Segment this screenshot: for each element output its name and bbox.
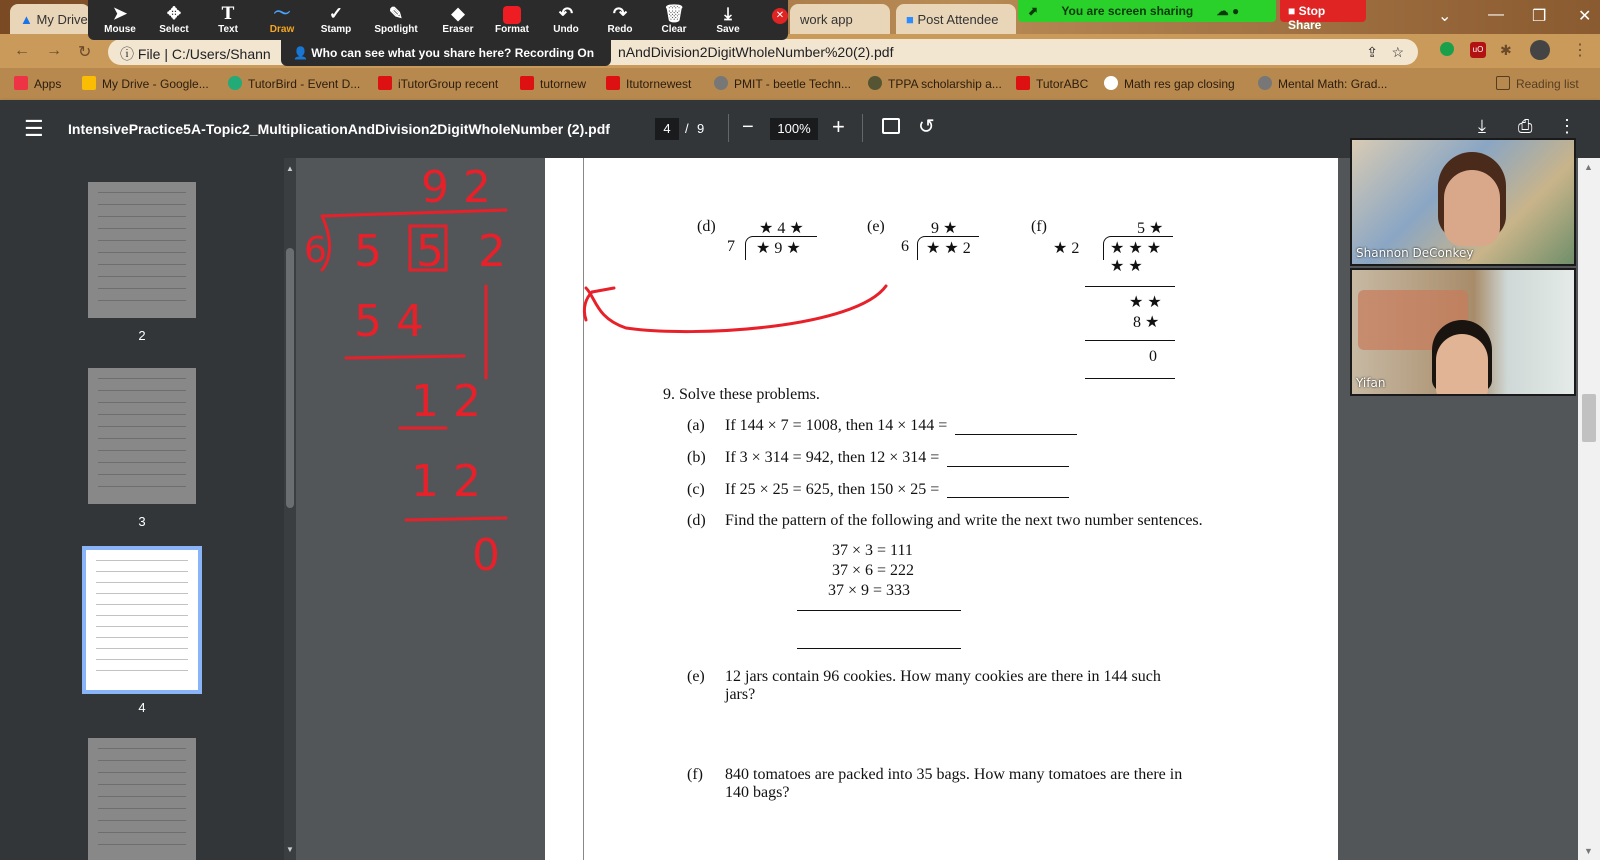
page-number-input[interactable]: 4 xyxy=(655,118,679,140)
tab-search-icon[interactable]: ⌄ xyxy=(1438,8,1452,25)
sharing-status: You are screen sharing xyxy=(1061,4,1194,18)
share-visibility-notice[interactable] xyxy=(281,40,611,66)
quotient: ★ 4 ★ xyxy=(759,220,804,237)
print-icon[interactable]: ⎙ xyxy=(1518,116,1533,136)
pattern-line: 37 × 3 = 111 xyxy=(832,542,913,559)
pdf-title: IntensivePractice5A-Topic2_MultiplicationAndDivision2DigitWholeNumber (2).pdf xyxy=(68,121,610,137)
participant-video xyxy=(1436,334,1488,396)
page-thumbnail[interactable] xyxy=(88,182,196,318)
annotation-remainder: 0 xyxy=(472,530,500,581)
tutorbird-icon xyxy=(228,76,242,90)
cursor-icon: ➤ xyxy=(112,4,128,23)
divisor: ★ 2 xyxy=(1053,240,1080,257)
person-icon: 👤 xyxy=(293,46,308,60)
close-toolbar-icon[interactable]: ✕ xyxy=(772,8,788,24)
annotation-step: 5 4 xyxy=(354,296,424,347)
bookmark-tutorabc[interactable] xyxy=(1016,76,1088,91)
work-step: ★ ★ xyxy=(1110,258,1143,275)
bookmark-apps[interactable] xyxy=(14,76,61,91)
back-icon[interactable]: ← xyxy=(14,42,30,59)
bookmark-label: Apps xyxy=(34,77,62,91)
select-tool-button[interactable]: ✥ Select xyxy=(148,4,200,35)
problem-label: (e) xyxy=(687,668,705,685)
wand-icon: ✎ xyxy=(388,4,404,23)
video-tile-shannon[interactable] xyxy=(1350,138,1576,266)
pattern-line: 37 × 6 = 222 xyxy=(832,562,915,579)
url-path-start: C:/Users/Shann xyxy=(171,46,271,62)
problem-label: (d) xyxy=(687,512,706,529)
answer-blank xyxy=(797,610,961,611)
bookmark-label: iTutorGroup recent xyxy=(398,77,499,91)
draw-tool-button[interactable]: 〜 Draw xyxy=(256,4,308,35)
globe-icon xyxy=(1258,76,1272,90)
annotation-overlay xyxy=(296,158,916,598)
subtraction-line xyxy=(346,356,464,358)
format-color-icon xyxy=(486,4,538,24)
bookmarks-bar xyxy=(0,68,1600,100)
info-icon[interactable]: ⓘ xyxy=(120,46,134,62)
eraser-tool-button[interactable]: ◆ Eraser xyxy=(432,4,484,35)
itutor-icon xyxy=(1016,76,1030,90)
bookmark-label: Math res gap closing xyxy=(1124,77,1235,91)
problem-label: (f) xyxy=(687,766,703,783)
eraser-icon: ◆ xyxy=(451,4,465,23)
url-input[interactable]: ⓘ File | C:/Users/Shann nAndDivision2DigitWholeNumber%20(2).pdf ⇪ ☆ xyxy=(108,39,1418,65)
problem-label: (b) xyxy=(687,449,706,466)
tab-work-app[interactable] xyxy=(790,4,890,34)
download-icon: ⤓ xyxy=(724,4,732,23)
problem-text: jars? xyxy=(725,686,756,703)
tab-label: My Drive xyxy=(36,12,88,27)
problem-text: 140 bags? xyxy=(725,784,790,801)
participant-name: Shannon DeConkey xyxy=(1356,246,1474,260)
text-tool-button[interactable]: T Text xyxy=(202,4,254,35)
stop-square-icon: ■ xyxy=(1288,4,1296,18)
annotation-quotient: 9 2 xyxy=(421,162,491,213)
bookmark-label: tutornew xyxy=(540,77,587,91)
squiggle-icon: 〜 xyxy=(273,4,291,23)
bookmark-label: Reading list xyxy=(1516,77,1579,91)
problem-text: 840 tomatoes are packed into 35 bags. How many tomatoes are there in xyxy=(725,766,1183,783)
thumbnail-label: 2 xyxy=(138,328,146,343)
scroll-up-icon[interactable]: ▲ xyxy=(286,164,294,173)
reload-icon[interactable]: ↻ xyxy=(78,44,92,61)
url-scheme: File xyxy=(137,46,161,62)
minimize-icon[interactable]: — xyxy=(1488,6,1504,23)
divider xyxy=(862,114,863,142)
zoom-level-input[interactable]: 100% xyxy=(770,118,818,140)
quotient: 5 ★ xyxy=(1137,220,1164,237)
tab-my-drive[interactable] xyxy=(10,4,90,34)
rotate-icon[interactable]: ↺ xyxy=(918,116,935,138)
redo-button[interactable]: ↷ Redo xyxy=(594,4,646,35)
participant-video xyxy=(1444,170,1500,246)
work-step: 0 xyxy=(1149,348,1157,365)
page-thumbnail-selected[interactable] xyxy=(82,546,202,694)
undo-button[interactable]: ↶ Undo xyxy=(540,4,592,35)
url-path-end: nAndDivision2DigitWholeNumber%20(2).pdf xyxy=(618,44,894,60)
problem-label: (a) xyxy=(687,417,705,434)
cloud-icon: ☁ xyxy=(1216,4,1229,18)
drive-icon: ▲ xyxy=(20,12,33,27)
bookmark-tutorbird[interactable] xyxy=(228,76,360,91)
scroll-thumb[interactable] xyxy=(286,248,294,508)
screen-sharing-banner[interactable] xyxy=(1018,0,1276,22)
answer-blank xyxy=(947,466,1069,467)
bookmark-my-drive[interactable] xyxy=(82,76,209,91)
restore-icon[interactable]: ❐ xyxy=(1532,8,1547,25)
divisor: 7 xyxy=(727,238,735,255)
thumbnail-label: 4 xyxy=(138,700,146,715)
globe-icon xyxy=(1104,76,1118,90)
problem-text: If 3 × 314 = 942, then 12 × 314 = xyxy=(725,449,940,466)
dividend: ★ ★ ★ xyxy=(1110,240,1162,257)
forward-icon[interactable]: → xyxy=(46,42,62,59)
stamp-tool-button[interactable]: ✓ Stamp xyxy=(310,4,362,35)
menu-icon[interactable]: ☰ xyxy=(24,116,44,141)
zoom-out-icon[interactable]: − xyxy=(742,116,754,138)
participant-name: Yifan xyxy=(1356,376,1386,390)
problem-text: 12 jars contain 96 cookies. How many cookies are there in 144 such xyxy=(725,668,1161,685)
extensions-puzzle-icon[interactable]: ✱ xyxy=(1500,42,1512,58)
trash-icon: 🗑 xyxy=(663,4,685,23)
scroll-down-icon[interactable]: ▼ xyxy=(1584,846,1593,856)
annotation-step: 1 2 xyxy=(411,456,481,507)
bookmark-label: My Drive - Google... xyxy=(102,77,209,91)
close-icon[interactable]: ✕ xyxy=(1578,8,1592,25)
reading-list-icon xyxy=(1496,76,1510,90)
itutor-icon xyxy=(520,76,534,90)
problem-text: Find the pattern of the following and write the next two number sentences. xyxy=(725,512,1203,529)
checkmark-icon: ✓ xyxy=(328,4,344,23)
arrow-curve xyxy=(586,286,886,332)
sidebar-scrollbar[interactable] xyxy=(284,158,296,860)
annotation-divisor: 6 xyxy=(304,230,327,271)
spotlight-tool-button[interactable]: ✎ Spotlight xyxy=(370,4,422,35)
itutor-icon xyxy=(378,76,392,90)
more-options-icon[interactable]: ⋮ xyxy=(1558,116,1576,136)
zoom-icon: ■ xyxy=(906,12,914,27)
answer-blank xyxy=(955,434,1077,435)
problem-label: (c) xyxy=(687,481,705,498)
share-notice-text: Who can see what you share here? Recording On xyxy=(311,46,595,60)
dividend: ★ 9 ★ xyxy=(756,240,801,257)
annotation-toolbar xyxy=(88,0,788,40)
subtraction-line xyxy=(406,518,506,520)
annotation-dividend: 5 5 2 xyxy=(354,226,516,277)
text-t-icon: T xyxy=(221,4,235,24)
bookmark-label: Mental Math: Grad... xyxy=(1278,77,1388,91)
clear-button[interactable]: 🗑 Clear xyxy=(648,4,700,35)
divisor: 6 xyxy=(901,238,909,255)
bookmark-itutorgroup[interactable] xyxy=(378,76,498,91)
work-step: 8 ★ xyxy=(1133,314,1160,331)
bookmark-math-res[interactable] xyxy=(1104,76,1235,91)
itutor-icon xyxy=(606,76,620,90)
arrow-head xyxy=(592,288,614,292)
bookmark-pmit[interactable] xyxy=(714,76,851,91)
shield-icon: ● xyxy=(1231,4,1240,18)
profile-avatar[interactable] xyxy=(1530,40,1550,60)
download-icon[interactable]: ⤓ xyxy=(1478,116,1486,136)
thumbnail-label: 3 xyxy=(138,514,146,529)
bookmark-label: TPPA scholarship a... xyxy=(888,77,1002,91)
page-thumbnail[interactable] xyxy=(88,368,196,504)
move-icon: ✥ xyxy=(166,4,182,23)
undo-icon: ↶ xyxy=(558,4,574,23)
globe-icon xyxy=(714,76,728,90)
zoom-in-icon[interactable]: + xyxy=(832,114,845,139)
fit-page-icon[interactable] xyxy=(882,118,900,134)
scroll-thumb[interactable] xyxy=(1582,394,1596,442)
work-line xyxy=(1085,340,1175,341)
problem-label: (d) xyxy=(697,218,716,235)
main-scrollbar[interactable] xyxy=(1578,158,1600,860)
total-pages: 9 xyxy=(697,121,705,136)
reading-list[interactable] xyxy=(1496,76,1579,91)
page-separator: / xyxy=(685,121,689,136)
work-line xyxy=(1085,378,1175,379)
bookmark-tppa[interactable] xyxy=(868,76,1002,91)
scroll-down-icon[interactable]: ▼ xyxy=(286,845,294,854)
thumbnail-sidebar[interactable] xyxy=(0,158,296,860)
problem-text: If 144 × 7 = 1008, then 14 × 144 = xyxy=(725,417,948,434)
save-button[interactable]: ⤓ Save xyxy=(702,4,754,35)
chrome-menu-icon[interactable]: ⋮ xyxy=(1572,42,1588,59)
tab-label: work app xyxy=(800,12,853,27)
pin-icon: ⬈ xyxy=(1028,4,1039,18)
quotient: 9 ★ xyxy=(931,220,958,237)
bookmark-itutornewest[interactable] xyxy=(606,76,691,91)
pattern-line: 37 × 9 = 333 xyxy=(828,582,911,599)
problem-text: If 25 × 25 = 625, then 150 × 25 = xyxy=(725,481,940,498)
problem-label: (e) xyxy=(867,218,885,235)
redo-icon: ↷ xyxy=(612,4,628,23)
scroll-up-icon[interactable]: ▲ xyxy=(1584,162,1593,172)
tab-post-attendee[interactable] xyxy=(896,4,1016,34)
format-tool-button[interactable]: Format xyxy=(486,4,538,35)
bookmark-tutornew[interactable] xyxy=(520,76,586,91)
question-title: 9. Solve these problems. xyxy=(663,386,820,403)
answer-blank xyxy=(947,497,1069,498)
tab-label: Post Attendee xyxy=(917,12,999,27)
bookmark-label: TutorBird - Event D... xyxy=(248,77,361,91)
problem-label: (f) xyxy=(1031,218,1047,235)
divider xyxy=(728,114,729,142)
extension-icon[interactable] xyxy=(1440,42,1454,56)
stop-share-button[interactable]: ■ Stop Share xyxy=(1280,0,1366,22)
mouse-tool-button[interactable]: ➤ Mouse xyxy=(94,4,146,35)
work-line xyxy=(1085,286,1175,287)
bookmark-star-icon[interactable]: ☆ xyxy=(1391,44,1404,60)
division-bracket xyxy=(917,236,979,260)
video-tile-yifan[interactable] xyxy=(1350,268,1576,396)
bookmark-label: PMIT - beetle Techn... xyxy=(734,77,851,91)
bookmark-label: TutorABC xyxy=(1036,77,1089,91)
bookmark-mental-math[interactable] xyxy=(1258,76,1387,91)
drive-icon xyxy=(82,76,96,90)
annotation-step: 1 2 xyxy=(411,376,481,427)
page-thumbnail[interactable] xyxy=(88,738,196,860)
bookmark-label: Itutornewest xyxy=(626,77,692,91)
tppa-icon xyxy=(868,76,882,90)
apps-grid-icon xyxy=(14,76,28,90)
answer-blank xyxy=(797,648,961,649)
share-icon[interactable]: ⇪ xyxy=(1366,44,1378,60)
ublock-icon[interactable]: uO xyxy=(1470,42,1486,58)
dividend: ★ ★ 2 xyxy=(926,240,971,257)
work-step: ★ ★ xyxy=(1129,294,1162,311)
